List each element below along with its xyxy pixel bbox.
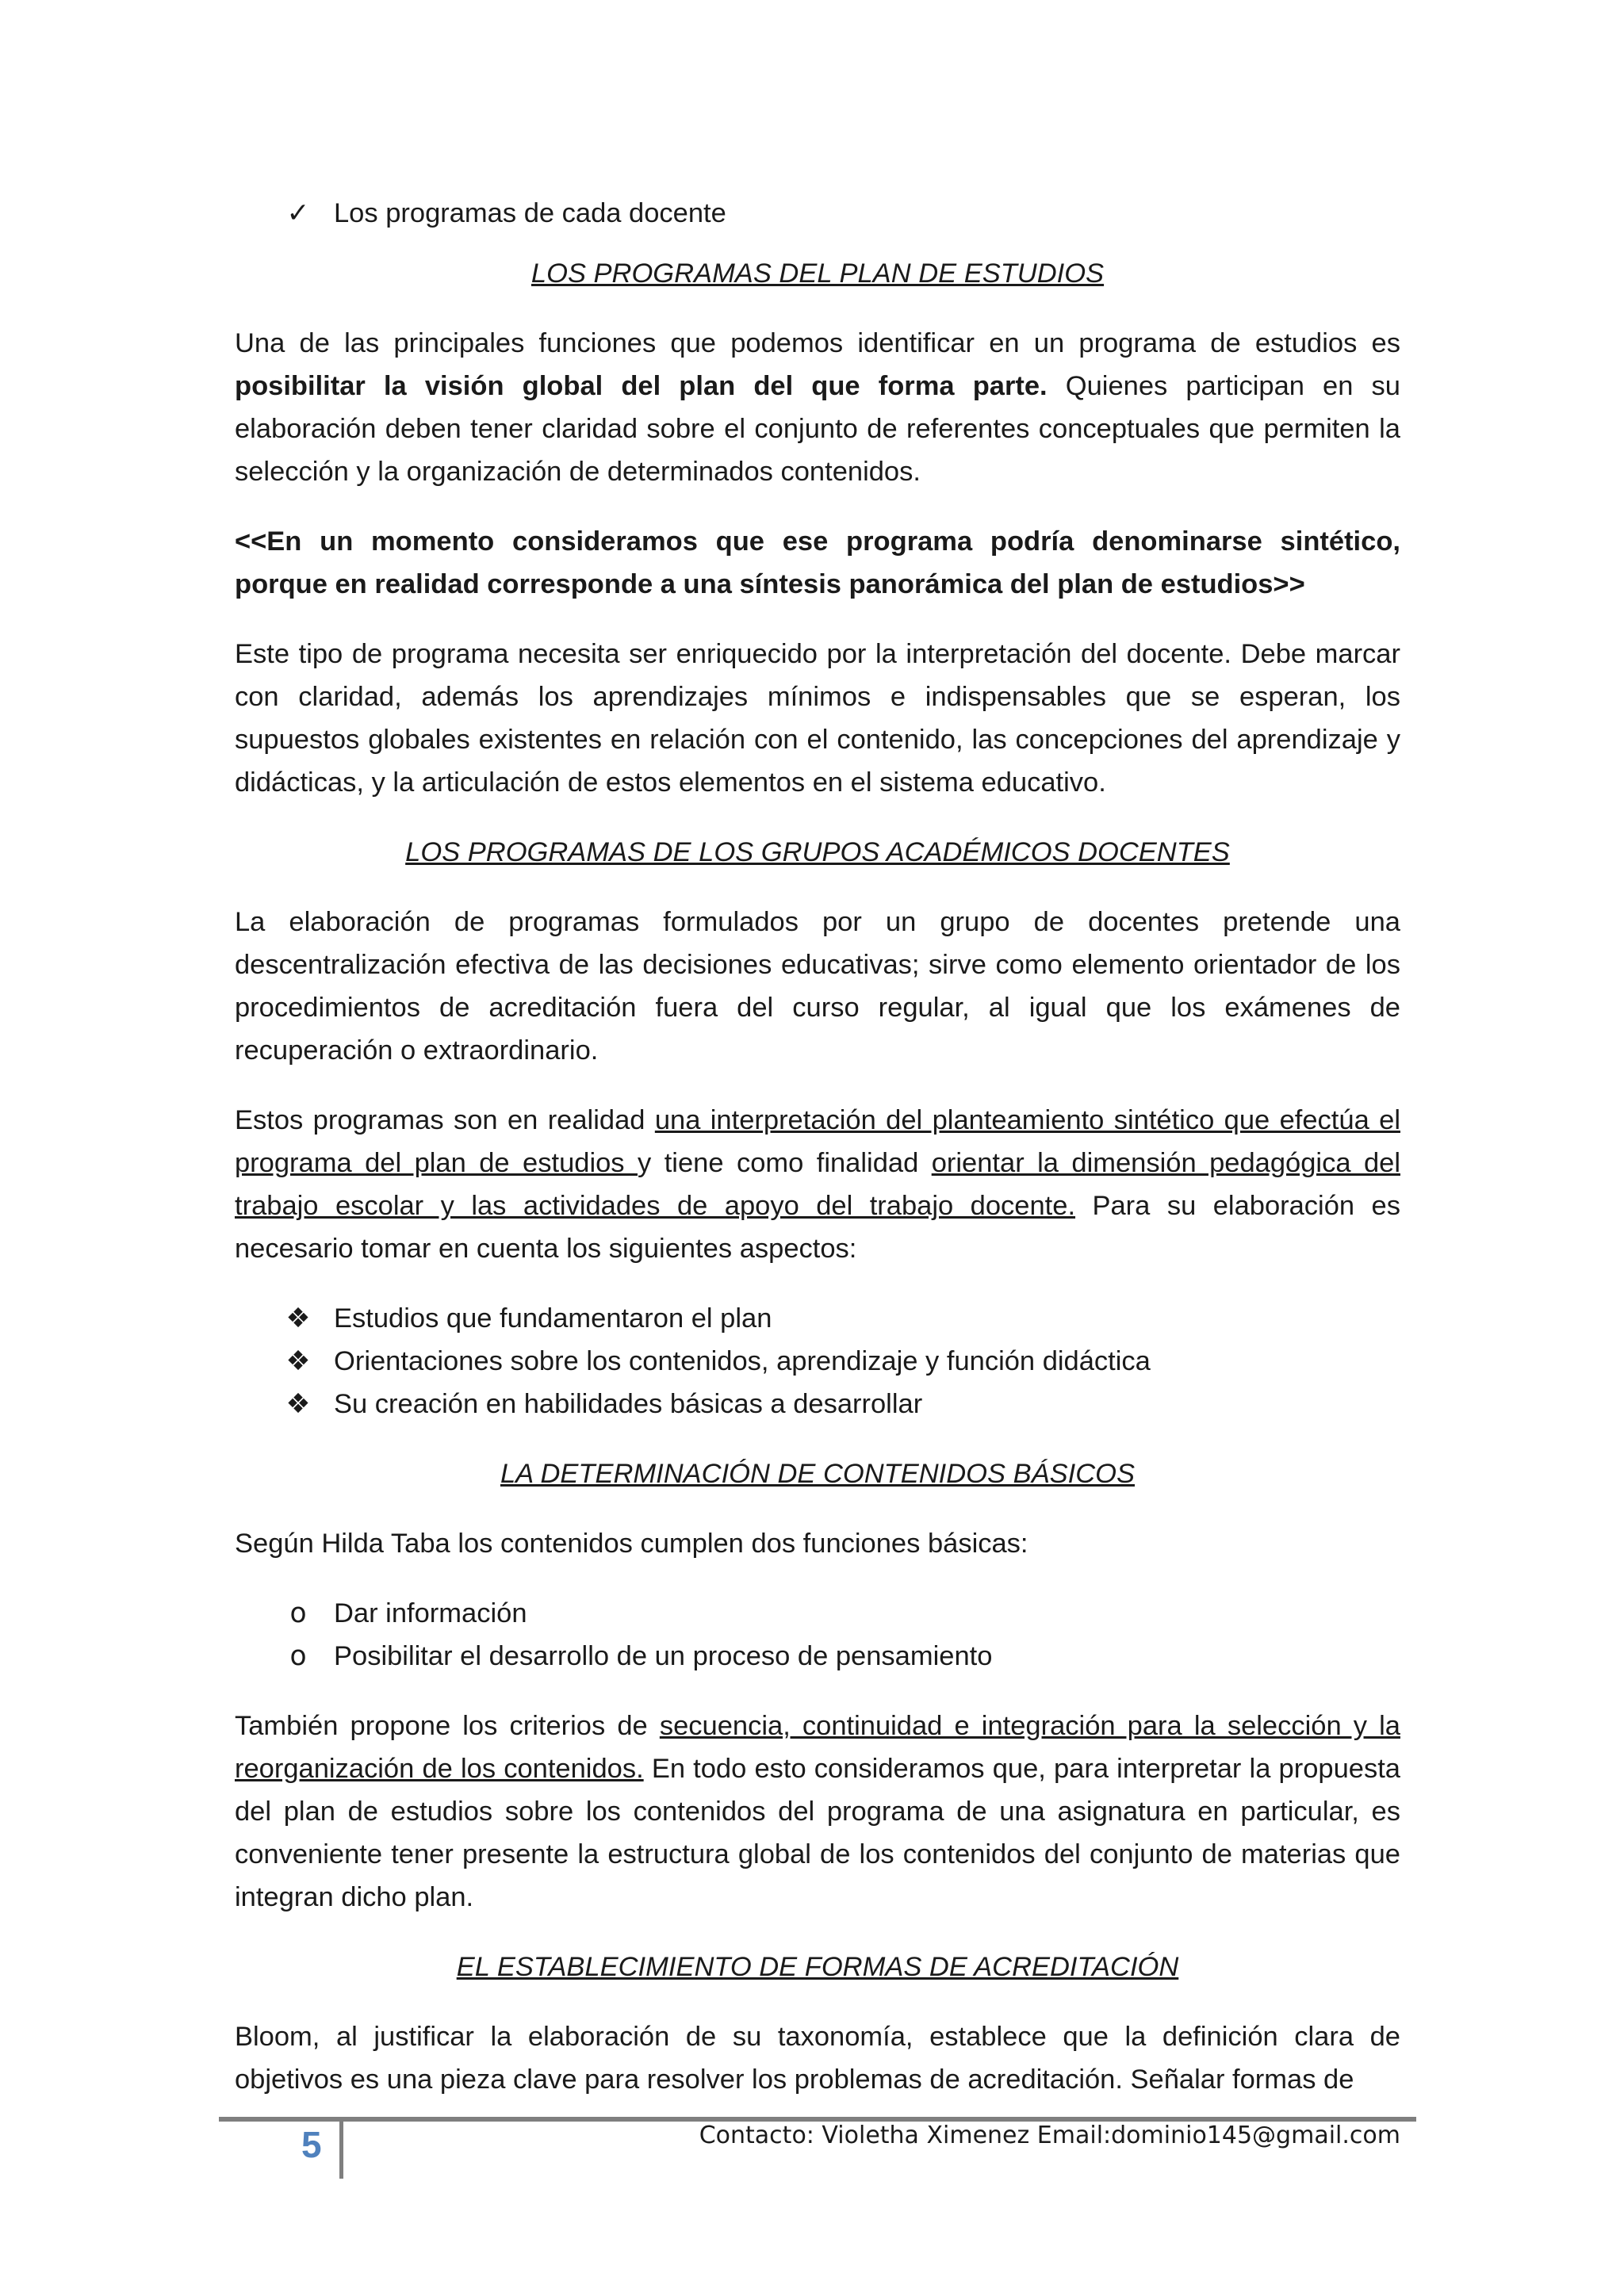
paragraph: Según Hilda Taba los contenidos cumplen dos funciones básicas: (235, 1529, 1028, 1559)
footer-contact: Contacto: Violetha Ximenez Email:dominio145@gmail.com (699, 2122, 1400, 2149)
quote-paragraph: <<En un momento consideramos que ese programa podría denominarse sintético, porque en realidad corresponde a una síntesis panorámica del plan de estudios>> (235, 526, 1400, 599)
list-item-text: Orientaciones sobre los contenidos, aprendizaje y función didáctica (334, 1346, 1151, 1376)
diamond-bullet-icon: ❖ (285, 1345, 311, 1377)
list-item-text: Dar información (334, 1598, 527, 1628)
list-item-text: Los programas de cada docente (334, 198, 726, 228)
circle-bullet-icon: o (289, 1598, 307, 1629)
list-item (235, 1383, 1400, 1425)
circle-bullet-icon: o (289, 1640, 307, 1672)
section-heading: LOS PROGRAMAS DEL PLAN DE ESTUDIOS (530, 258, 1105, 289)
diamond-bullet-icon: ❖ (285, 1303, 311, 1334)
section-heading: LA DETERMINACIÓN DE CONTENIDOS BÁSICOS (500, 1459, 1135, 1489)
list-item (235, 1635, 1400, 1678)
paragraph (235, 322, 1400, 493)
underlined-text: secuencia, continuidad e integración para la selección y la reorganización de los contenidos. (235, 1711, 1400, 1784)
paragraph (235, 1705, 1400, 1919)
paragraph: Este tipo de programa necesita ser enriquecido por la interpretación del docente. Debe marcar con claridad, además los aprendizajes mínimos e indispensables que se esperan, los supuestos globales existentes en relación con el contenido, las concepciones del aprendizaje y didácticas, y la articulación de estos elementos en el sistema educativo. (235, 639, 1400, 798)
list-item (235, 1340, 1400, 1383)
bold-text: posibilitar la visión global del plan del que forma parte. (235, 371, 1048, 401)
list-item (235, 1592, 1400, 1635)
aspects-list (235, 1297, 1400, 1425)
page-number-separator (339, 2122, 343, 2179)
diamond-bullet-icon: ❖ (285, 1388, 311, 1420)
list-item-text: Su creación en habilidades básicas a desarrollar (334, 1389, 923, 1419)
paragraph-text: También propone los criterios de (235, 1711, 660, 1741)
list-item (235, 1297, 1400, 1340)
top-checklist (235, 192, 1400, 235)
checkmark-icon: ✓ (286, 197, 310, 229)
paragraph-text: Una de las principales funciones que podemos identificar en un programa de estudios es (235, 328, 1400, 358)
paragraph-text: y tiene como finalidad (638, 1148, 932, 1178)
functions-list (235, 1592, 1400, 1678)
paragraph (235, 1099, 1400, 1270)
document-page (235, 192, 1400, 2128)
page-number: 5 (301, 2124, 322, 2165)
section-heading: LOS PROGRAMAS DE LOS GRUPOS ACADÉMICOS DOCENTES (405, 837, 1230, 867)
paragraph-text: Para su elaboración es necesario tomar en cuenta los siguientes aspectos: (235, 1191, 1400, 1264)
list-item-text: Estudios que fundamentaron el plan (334, 1303, 772, 1334)
paragraph: Bloom, al justificar la elaboración de su taxonomía, establece que la definición clara de objetivos es una pieza clave para resolver los problemas de acreditación. Señalar formas de (235, 2022, 1400, 2095)
list-item-text: Posibilitar el desarrollo de un proceso de pensamiento (334, 1641, 993, 1671)
list-item (235, 192, 1400, 235)
underlined-text: una interpretación del planteamiento sintético que efectúa el programa del plan de estudios (235, 1105, 1400, 1178)
underlined-text: orientar la dimensión pedagógica del trabajo escolar y las actividades de apoyo del trabajo docente. (235, 1148, 1400, 1221)
section-heading: EL ESTABLECIMIENTO DE FORMAS DE ACREDITACIÓN (456, 1952, 1179, 1982)
paragraph-text: Estos programas son en realidad (235, 1105, 655, 1135)
paragraph-text: En todo esto consideramos que, para interpretar la propuesta del plan de estudios sobre los contenidos del programa de una asignatura en particular, es conveniente tener presente la estructura global de los contenidos del conjunto de materias que integran dicho plan. (235, 1754, 1400, 1912)
paragraph: La elaboración de programas formulados por un grupo de docentes pretende una descentralización efectiva de las decisiones educativas; sirve como elemento orientador de los procedimientos de acreditación fuera del curso regular, al igual que los exámenes de recuperación o extraordinario. (235, 907, 1400, 1066)
paragraph-text: Quienes participan en su elaboración deben tener claridad sobre el conjunto de referentes conceptuales que permiten la selección y la organización de determinados contenidos. (235, 371, 1400, 487)
